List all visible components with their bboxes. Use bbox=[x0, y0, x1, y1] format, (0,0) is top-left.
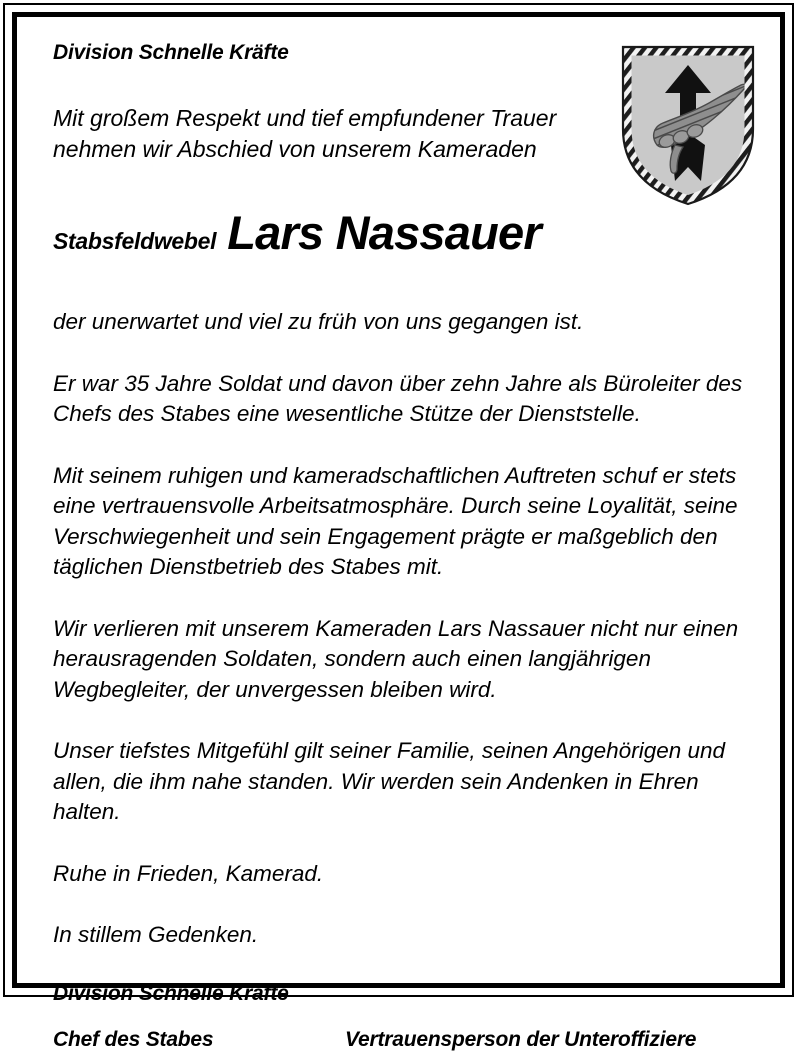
closing-unit-name: Division Schnelle Kräfte bbox=[53, 981, 289, 1005]
paragraph-7: In stillem Gedenken. bbox=[53, 922, 259, 947]
unit-header: Division Schnelle Kräfte bbox=[53, 41, 289, 64]
signature-nco-representative: Vertrauensperson der Unteroffiziere bbox=[345, 1027, 697, 1051]
deceased-rank: Stabsfeldwebel bbox=[53, 228, 217, 254]
paragraph-1: der unerwartet und viel zu früh von uns gegangen ist. bbox=[53, 309, 584, 334]
signature-chief-of-staff: Chef des Stabes bbox=[53, 1027, 214, 1051]
notice-text-block bbox=[53, 41, 760, 1056]
deceased-name: Lars Nassauer bbox=[227, 206, 541, 259]
intro-line-1: Mit großem Respekt und tief empfundener Trauer bbox=[53, 105, 557, 131]
deceased-name-line bbox=[53, 205, 760, 260]
intro-text bbox=[53, 103, 613, 165]
notice-content-area bbox=[17, 17, 780, 1051]
paragraph-4: Wir verlieren mit unserem Kameraden Lars Nassauer nicht nur einen herausragenden Soldaten, sondern auch einen langjährigen Wegbegleiter, der unvergessen bleiben wird. bbox=[53, 615, 739, 702]
paragraph-6: Ruhe in Frieden, Kamerad. bbox=[53, 860, 324, 886]
intro-line-2: nehmen wir Abschied von unserem Kameraden bbox=[53, 136, 537, 162]
paragraph-5: Unser tiefstes Mitgefühl gilt seiner Familie, seinen Angehörigen und allen, die ihm nahe standen. Wir werden sein Andenken in Ehren halten. bbox=[53, 738, 726, 824]
paragraph-3: Mit seinem ruhigen und kameradschaftlichen Auftreten schuf er stets eine vertrauensvolle Arbeitsatmosphäre. Durch seine Loyalität, seine Verschwiegenheit und sein Engagement prägte er maßgeblich den täglichen Dienstbetrieb des Stabes mit. bbox=[53, 462, 738, 579]
signature-row bbox=[53, 1028, 760, 1056]
paragraph-2: Er war 35 Jahre Soldat und davon über zehn Jahre als Büroleiter des Chefs des Stabes eine wesentliche Stütze der Dienststelle. bbox=[53, 370, 743, 426]
